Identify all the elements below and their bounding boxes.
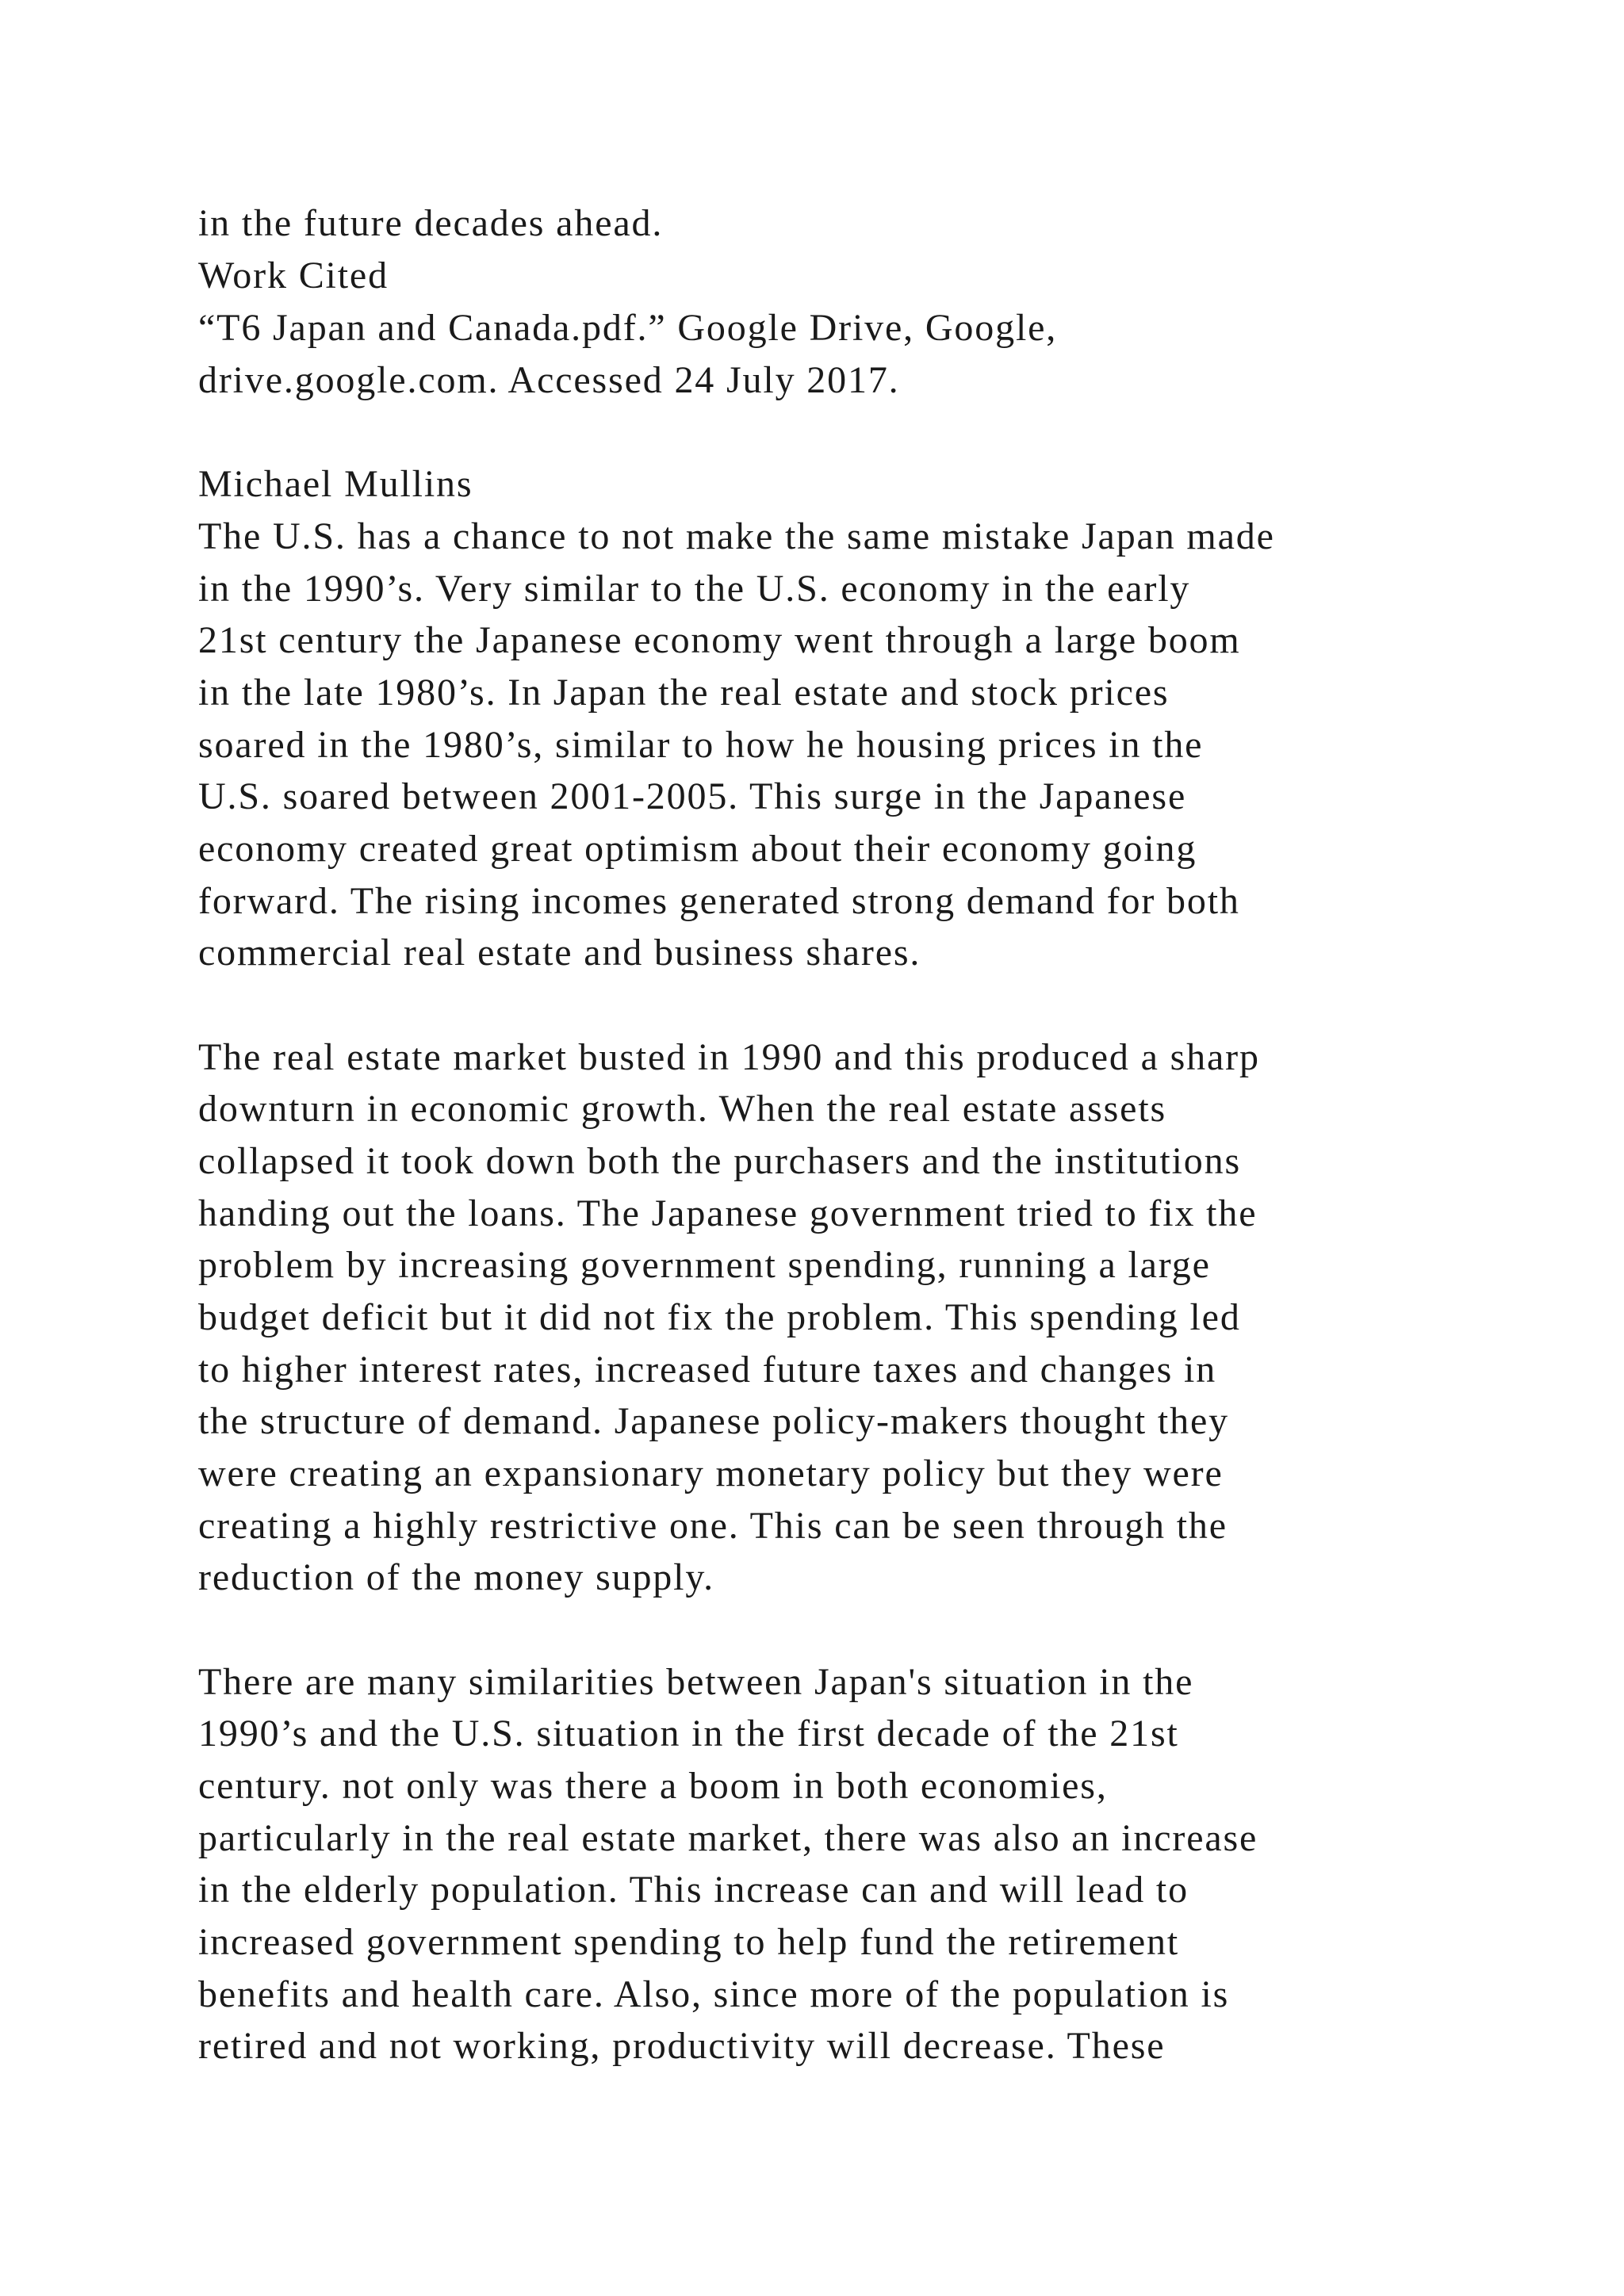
text-line: The U.S. has a chance to not make the same mistake Japan made — [198, 515, 1275, 557]
text-line: forward. The rising incomes generated strong demand for both — [198, 880, 1240, 922]
works-cited-heading: Work Cited — [198, 254, 389, 297]
author-name: Michael Mullins — [198, 463, 473, 505]
text-line: The real estate market busted in 1990 and this produced a sharp — [198, 1036, 1260, 1078]
citation-line: drive.google.com. Accessed 24 July 2017. — [198, 359, 900, 401]
text-line: There are many similarities between Japan's situation in the — [198, 1661, 1194, 1703]
text-line: to higher interest rates, increased future taxes and changes in — [198, 1349, 1217, 1391]
text-line: commercial real estate and business shares. — [198, 932, 921, 974]
text-line: retired and not working, productivity will decrease. These — [198, 2025, 1166, 2067]
text-line: in the 1990’s. Very similar to the U.S. economy in the early — [198, 568, 1191, 610]
text-line: creating a highly restrictive one. This can be seen through the — [198, 1505, 1228, 1547]
text-line: downturn in economic growth. When the real estate assets — [198, 1088, 1167, 1130]
text-line: collapsed it took down both the purchasers and the institutions — [198, 1140, 1242, 1182]
text-line: U.S. soared between 2001-2005. This surge in the Japanese — [198, 775, 1187, 817]
text-line: in the elderly population. This increase can and will lead to — [198, 1869, 1189, 1911]
text-line: problem by increasing government spending, running a large — [198, 1244, 1211, 1286]
text-line: 21st century the Japanese economy went through a large boom — [198, 619, 1241, 661]
text-line: handing out the loans. The Japanese government tried to fix the — [198, 1192, 1258, 1234]
text-line: budget deficit but it did not fix the problem. This spending led — [198, 1296, 1241, 1338]
text-line: particularly in the real estate market, there was also an increase — [198, 1817, 1258, 1859]
text-line: in the late 1980’s. In Japan the real estate and stock prices — [198, 672, 1170, 714]
text-line: reduction of the money supply. — [198, 1556, 714, 1598]
text-line: century. not only was there a boom in both economies, — [198, 1765, 1108, 1807]
text-line: in the future decades ahead. — [198, 202, 664, 244]
text-line: increased government spending to help fund the retirement — [198, 1921, 1180, 1963]
text-line: 1990’s and the U.S. situation in the first decade of the 21st — [198, 1712, 1179, 1755]
citation-line: “T6 Japan and Canada.pdf.” Google Drive, Google, — [198, 307, 1058, 349]
text-line: benefits and health care. Also, since more of the population is — [198, 1973, 1230, 2015]
text-line: were creating an expansionary monetary policy but they were — [198, 1452, 1224, 1494]
text-line: the structure of demand. Japanese policy-makers thought they — [198, 1400, 1229, 1442]
text-line: economy created great optimism about their economy going — [198, 828, 1197, 870]
text-line: soared in the 1980’s, similar to how he housing prices in the — [198, 724, 1204, 766]
